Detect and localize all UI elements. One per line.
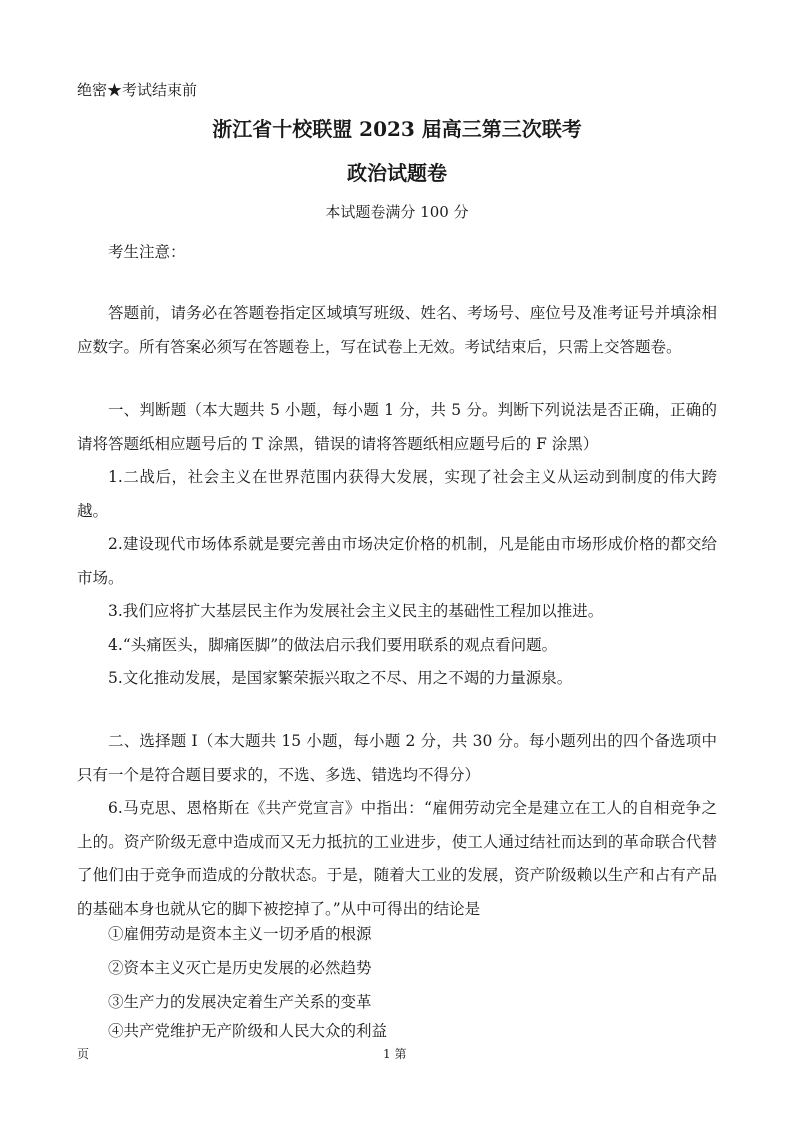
notice-heading: 考生注意： xyxy=(108,243,186,261)
section1-heading: 一、判断题（本大题共 5 小题，每小题 1 分，共 5 分。判断下列说法是否正确，正确的请将答题纸相应题号后的 T 涂黑，错误的请将答题纸相应题号后的 F 涂黑） xyxy=(77,401,717,453)
question-5: 5.文化推动发展，是国家繁荣振兴取之不尽、用之不竭的力量源泉。 xyxy=(108,669,573,687)
question-6: 6.马克思、恩格斯在《共产党宣言》中指出：“雇佣劳动完全是建立在工人的自相竞争之上的。资产阶级无意中造成而又无力抵抗的工业进步，使工人通过结社而达到的革命联合代替了他们由于竞争而造成的分散状态。于是，随着大工业的发展，资产阶级赖以生产和占有产品的基础本身也就从它的脚下被挖掉了。”从中可得出的结论是 xyxy=(77,799,717,918)
question-2: 2.建设现代市场体系就是要完善由市场决定价格的机制，凡是能由市场形成价格的都交给市场。 xyxy=(77,535,717,587)
question-1: 1.二战后，社会主义在世界范围内获得大发展，实现了社会主义从运动到制度的伟大跨越。 xyxy=(77,468,717,520)
score-note: 本试题卷满分 100 分 xyxy=(325,203,469,221)
option-3: ③生产力的发展决定着生产关系的变革 xyxy=(108,993,372,1011)
footer-page-number: 1 第 xyxy=(383,1047,407,1061)
question-4: 4.“头痛医头，脚痛医脚”的做法启示我们要用联系的观点看问题。 xyxy=(108,635,558,654)
confidential-label: 绝密★考试结束前 xyxy=(77,81,198,99)
exam-subtitle: 政治试题卷 xyxy=(347,161,447,185)
exam-title: 浙江省十校联盟 2023 届高三第三次联考 xyxy=(212,117,582,141)
section-choice xyxy=(77,725,717,926)
notice-text: 答题前，请务必在答题卷指定区域填写班级、姓名、考场号、座位号及准考证号并填涂相应数字。所有答案必须写在答题卷上，写在试卷上无效。考试结束后，只需上交答题卷。 xyxy=(77,304,717,356)
section-judgment xyxy=(77,394,717,696)
option-4: ④共产党维护无产阶级和人民大众的利益 xyxy=(108,1022,388,1040)
footer-page-label: 页 xyxy=(77,1047,90,1061)
question-3: 3.我们应将扩大基层民主作为发展社会主义民主的基础性工程加以推进。 xyxy=(108,602,604,620)
option-2: ②资本主义灭亡是历史发展的必然趋势 xyxy=(108,959,372,977)
section2-heading: 二、选择题 I（本大题共 15 小题，每小题 2 分，共 30 分。每小题列出的四个备选项中只有一个是符合题目要求的，不选、多选、错选均不得分） xyxy=(77,732,717,784)
option-1: ①雇佣劳动是资本主义一切矛盾的根源 xyxy=(108,925,372,943)
